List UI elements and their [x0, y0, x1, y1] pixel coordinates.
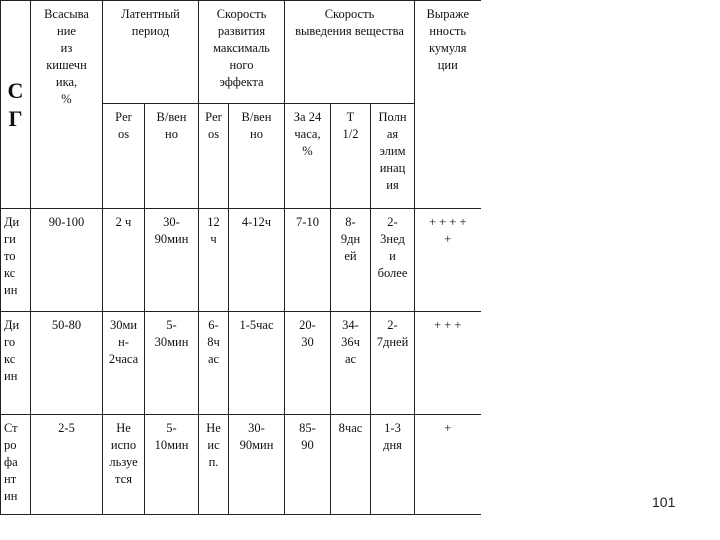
cumulation-cell: + + + [415, 312, 481, 415]
drug-name: Ст ро фа нт ин [1, 415, 31, 515]
t-half-cell: 8час [331, 415, 371, 515]
header-latent-period: Латентный период [103, 1, 199, 104]
subheader-elim-24h: За 24 часа, % [285, 104, 331, 209]
onset-iv-cell: 30- 90мин [229, 415, 285, 515]
drug-name: Ди го кс ин [1, 312, 31, 415]
subheader-full-elimination: Полн ая элим инац ия [371, 104, 415, 209]
latent-per-os-cell: 30ми н- 2часа [103, 312, 145, 415]
table-row [1, 415, 481, 515]
latent-per-os-cell: Не испо льзуе тся [103, 415, 145, 515]
onset-iv-cell: 1-5час [229, 312, 285, 415]
subheader-t-half: Т 1/2 [331, 104, 371, 209]
elim-24h-cell: 20- 30 [285, 312, 331, 415]
header-cumulation: Выраже нность кумуля ции [415, 1, 481, 209]
header-absorption: Всасыва ние из кишечн ика, % [31, 1, 103, 209]
table-row [1, 312, 481, 415]
onset-per-os-cell: 6- 8ч ас [199, 312, 229, 415]
header-onset-speed: Скорость развития максималь ного эффекта [199, 1, 285, 104]
onset-per-os-cell: Не ис п. [199, 415, 229, 515]
absorption-cell: 2-5 [31, 415, 103, 515]
onset-iv-cell: 4-12ч [229, 209, 285, 312]
subheader-onset-per-os: Per os [199, 104, 229, 209]
header-sg: С Г [1, 1, 31, 209]
subheader-latent-iv: В/вен но [145, 104, 199, 209]
t-half-cell: 34- 36ч ас [331, 312, 371, 415]
full-elimination-cell: 2- 3нед и более [371, 209, 415, 312]
subheader-latent-per-os: Per os [103, 104, 145, 209]
page-number: 101 [652, 494, 676, 510]
t-half-cell: 8- 9дн ей [331, 209, 371, 312]
absorption-cell: 90-100 [31, 209, 103, 312]
latent-iv-cell: 5- 10мин [145, 415, 199, 515]
header-row-1 [1, 1, 481, 104]
onset-per-os-cell: 12 ч [199, 209, 229, 312]
latent-iv-cell: 30- 90мин [145, 209, 199, 312]
elim-24h-cell: 85- 90 [285, 415, 331, 515]
full-elimination-cell: 1-3 дня [371, 415, 415, 515]
cumulation-cell: + [415, 415, 481, 515]
elim-24h-cell: 7-10 [285, 209, 331, 312]
absorption-cell: 50-80 [31, 312, 103, 415]
drug-name: Ди ги то кс ин [1, 209, 31, 312]
table-row [1, 209, 481, 312]
header-elimination-speed: Скорость выведения вещества [285, 1, 415, 104]
full-elimination-cell: 2- 7дней [371, 312, 415, 415]
latent-iv-cell: 5- 30мин [145, 312, 199, 415]
cumulation-cell: + + + + + [415, 209, 481, 312]
latent-per-os-cell: 2 ч [103, 209, 145, 312]
subheader-onset-iv: В/вен но [229, 104, 285, 209]
